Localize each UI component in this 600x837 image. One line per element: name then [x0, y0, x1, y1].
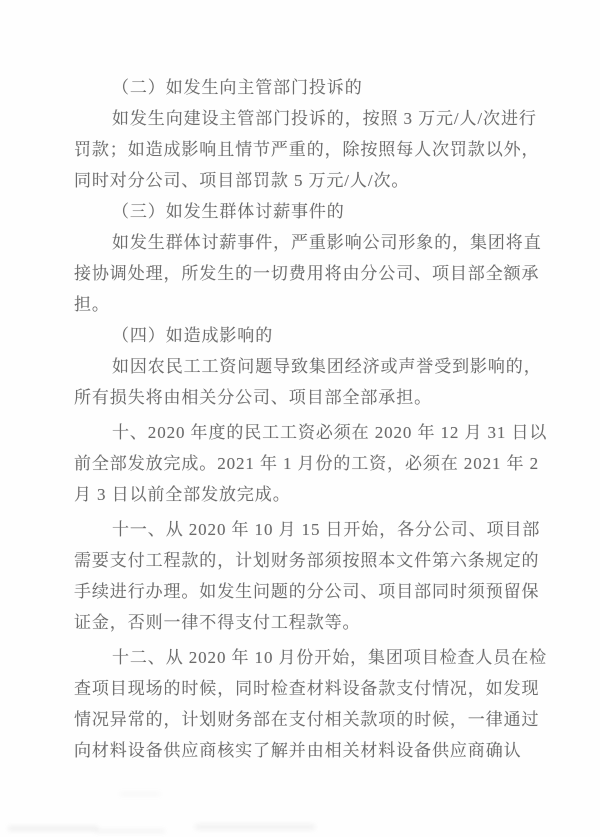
text-line: 如发生群体讨薪事件，严重影响公司形象的，集团将直: [112, 233, 542, 252]
text-line: 查项目现场的时候，同时检查材料设备款支付情况，如发现: [74, 679, 540, 698]
text-line: 证金，否则一律不得支付工程款等。: [74, 613, 361, 632]
text-line: 所有损失将由相关分公司、项目部全部承担。: [74, 388, 432, 407]
scan-smudge: [95, 829, 165, 833]
text-line: 需要支付工程款的，计划财务部须按照本文件第六条规定的: [74, 551, 540, 570]
text-line: （二）如发生向主管部门投诉的: [112, 78, 363, 97]
text-line: 如发生向建设主管部门投诉的，按照 3 万元/人/次进行: [112, 109, 537, 128]
text-line: 罚款；如造成影响且情节严重的，除按照每人次罚款以外，: [74, 140, 540, 159]
text-line: 月 3 日以前全部发放完成。: [74, 485, 291, 504]
text-line: 如因农民工工资问题导致集团经济或声誉受到影响的，: [112, 357, 542, 376]
text-line: 十二、从 2020 年 10 月份开始，集团项目检查人员在检: [112, 648, 547, 667]
document-body: [74, 72, 548, 766]
text-line: 向材料设备供应商核实了解并由相关材料设备供应商确认: [74, 741, 522, 760]
text-line: 担。: [74, 295, 110, 314]
text-line: 接协调处理，所发生的一切费用将由分公司、项目部全额承: [74, 264, 540, 283]
scan-smudge: [195, 824, 315, 830]
text-line: （四）如造成影响的: [112, 326, 274, 345]
text-line: 情况异常的，计划财务部在支付相关款项的时候，一律通过: [74, 710, 540, 729]
text-line: 手续进行办理。如发生问题的分公司、项目部同时须预留保: [74, 582, 540, 601]
text-line: 前全部发放完成。2021 年 1 月份的工资，必须在 2021 年 2: [74, 454, 539, 473]
text-line: （三）如发生群体讨薪事件的: [112, 202, 345, 221]
scan-smudge: [8, 826, 98, 831]
text-line: 十、2020 年度的民工工资必须在 2020 年 12 月 31 日以: [112, 423, 548, 442]
scan-smudge: [120, 792, 160, 796]
text-line: 十一、从 2020 年 10 月 15 日开始，各分公司、项目部: [112, 520, 541, 539]
text-line: 同时对分公司、项目部罚款 5 万元/人/次。: [74, 171, 410, 190]
